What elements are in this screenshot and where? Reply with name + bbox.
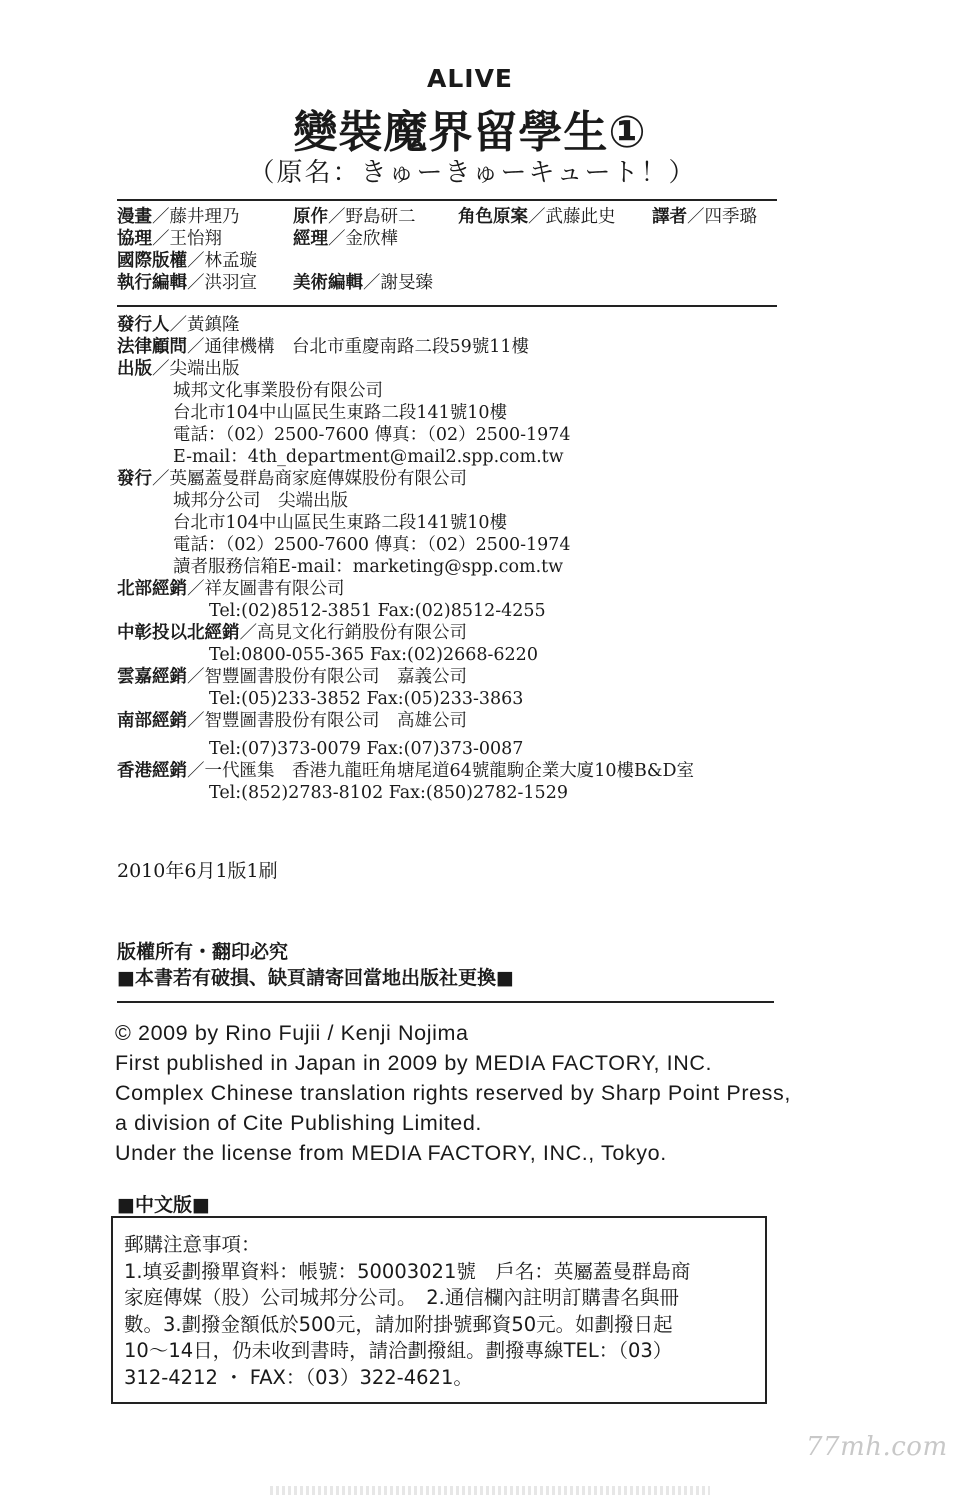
- credit-value: 藤井理乃: [169, 207, 240, 227]
- row-label: 法律顧問: [117, 337, 187, 357]
- row-value: 祥友圖書有限公司: [204, 579, 345, 599]
- edition-date: 2010年6月1版1刷: [117, 860, 278, 882]
- north-dist-row: [117, 578, 694, 600]
- separator: ／: [328, 229, 346, 249]
- chinese-edition-label: ■中文版■: [117, 1194, 210, 1216]
- copyright-line: First published in Japan in 2009 by MEDIA FACTORY, INC.: [115, 1051, 713, 1075]
- row-value: 通律機構 台北市重慶南路二段59號11樓: [204, 337, 530, 357]
- row-label: 出版: [117, 359, 152, 379]
- credit-value: 武藤此史: [545, 207, 616, 227]
- credit-manga: [117, 206, 240, 228]
- rights-reserved: 版權所有・翻印必究: [117, 941, 289, 963]
- row-value: 一代匯集 香港九龍旺角塘尾道64號龍駒企業大廈10樓B&D室: [204, 761, 695, 781]
- credit-intl-rights: [117, 250, 257, 272]
- separator: ／: [187, 711, 205, 731]
- central-dist-row: [117, 622, 694, 644]
- row-value: 英屬蓋曼群島商家庭傳媒股份有限公司: [169, 469, 467, 489]
- separator: ／: [687, 207, 705, 227]
- credit-art-editor: [293, 272, 433, 294]
- yunjia-dist-row: [117, 666, 694, 688]
- south-dist-row: [117, 710, 694, 732]
- divider-top: [117, 199, 777, 201]
- notice-line: 312-4212 ・ FAX：（03）322-4621。: [124, 1365, 473, 1389]
- credit-editor: [117, 272, 257, 294]
- issuer-row: [117, 314, 694, 336]
- watermark: 77mh.com: [806, 1432, 948, 1462]
- row-label: 發行: [117, 469, 152, 489]
- separator: ／: [169, 315, 187, 335]
- damage-notice: ■本書若有破損、缺頁請寄回當地出版社更換■: [117, 967, 514, 989]
- distributor-email: 讀者服務信箱E-mail：marketing@spp.com.tw: [173, 557, 564, 577]
- credit-label: 執行編輯: [117, 273, 187, 293]
- credit-value: 野島研二: [345, 207, 416, 227]
- separator: ／: [187, 251, 205, 271]
- divider-credits: [117, 305, 777, 307]
- row-value: 尖端出版: [169, 359, 240, 379]
- notice-line: 10～14日，仍未收到書時，請洽劃撥組。劃撥專線TEL：（03）: [124, 1339, 673, 1362]
- credit-label: 角色原案: [458, 207, 528, 227]
- publisher-row: [117, 358, 694, 380]
- copyright-line: © 2009 by Rino Fujii / Kenji Nojima: [115, 1021, 469, 1045]
- book-title: 變裝魔界留學生①: [293, 107, 647, 158]
- separator: ／: [239, 623, 257, 643]
- separator: ／: [187, 273, 205, 293]
- legal-row: [117, 336, 694, 358]
- row-label: 香港經銷: [117, 761, 187, 781]
- bottom-print-strip: [270, 1486, 710, 1495]
- credit-label: 譯者: [652, 207, 687, 227]
- separator: ／: [187, 579, 205, 599]
- publisher-company: 城邦文化事業股份有限公司: [173, 381, 383, 401]
- credit-character: [458, 206, 616, 228]
- credit-label: 國際版權: [117, 251, 187, 271]
- distributor-row: [117, 468, 694, 490]
- publisher-phone: 電話：（02）2500-7600 傳真：（02）2500-1974: [173, 425, 571, 445]
- hk-dist-row: [117, 760, 694, 782]
- credit-value: 謝旻臻: [380, 273, 433, 293]
- row-label: 雲嘉經銷: [117, 667, 187, 687]
- credit-translator: [652, 206, 757, 228]
- yunjia-dist-tel: Tel:(05)233-3852 Fax:(05)233-3863: [209, 689, 524, 709]
- central-dist-tel: Tel:0800-055-365 Fax:(02)2668-6220: [209, 645, 538, 665]
- separator: ／: [363, 273, 381, 293]
- credit-label: 協理: [117, 229, 152, 249]
- copyright-line: a division of Cite Publishing Limited.: [115, 1111, 482, 1135]
- credit-original: [293, 206, 416, 228]
- row-value: 智豐圖書股份有限公司 嘉義公司: [204, 667, 467, 687]
- notice-line: 1.填妥劃撥單資料：帳號：50003021號 戶名：英屬蓋曼群島商: [124, 1259, 691, 1283]
- separator: ／: [528, 207, 546, 227]
- separator: ／: [187, 667, 205, 687]
- distributor-address: 台北市104中山區民生東路二段141號10樓: [173, 513, 508, 533]
- publisher-info: [117, 314, 694, 804]
- distributor-phone: 電話：（02）2500-7600 傳真：（02）2500-1974: [173, 535, 571, 555]
- series-name: ALIVE: [426, 64, 513, 93]
- credit-assist: [117, 228, 222, 250]
- separator: ／: [152, 207, 170, 227]
- row-label: 北部經銷: [117, 579, 187, 599]
- credit-value: 四季璐: [704, 207, 757, 227]
- publisher-address: 台北市104中山區民生東路二段141號10樓: [173, 403, 508, 423]
- row-label: 南部經銷: [117, 711, 187, 731]
- separator: ／: [152, 229, 170, 249]
- credit-value: 金欣樺: [345, 229, 398, 249]
- copyright-block: [115, 1018, 791, 1168]
- mail-order-notice: [111, 1216, 767, 1404]
- credit-label: 原作: [293, 207, 328, 227]
- separator: ／: [328, 207, 346, 227]
- row-label: 中彰投以北經銷: [117, 623, 240, 643]
- separator: ／: [152, 469, 170, 489]
- credit-label: 經理: [293, 229, 328, 249]
- notice-line: 數。3.劃撥金額低於500元，請加附掛號郵資50元。如劃撥日起: [124, 1312, 673, 1336]
- row-value: 高見文化行銷股份有限公司: [257, 623, 467, 643]
- credit-manager: [293, 228, 398, 250]
- credit-value: 洪羽宣: [204, 273, 257, 293]
- copyright-line: Complex Chinese translation rights reserved by Sharp Point Press,: [115, 1081, 791, 1105]
- credit-label: 美術編輯: [293, 273, 363, 293]
- divider-copyright: [117, 1001, 774, 1003]
- credit-label: 漫畫: [117, 207, 152, 227]
- publisher-email: E-mail：4th_department@mail2.spp.com.tw: [173, 447, 564, 467]
- credit-value: 林孟璇: [204, 251, 257, 271]
- separator: ／: [152, 359, 170, 379]
- separator: ／: [187, 761, 205, 781]
- original-title: （原名：きゅーきゅーキュート！）: [248, 158, 697, 188]
- separator: ／: [187, 337, 205, 357]
- row-value: 黃鎮隆: [187, 315, 240, 335]
- copyright-line: Under the license from MEDIA FACTORY, INC., Tokyo.: [115, 1141, 667, 1165]
- row-value: 智豐圖書股份有限公司 高雄公司: [204, 711, 467, 731]
- north-dist-tel: Tel:(02)8512-3851 Fax:(02)8512-4255: [209, 601, 546, 621]
- notice-line: 家庭傳媒（股）公司城邦分公司。 2.通信欄內註明訂購書名與冊: [124, 1286, 679, 1309]
- notice-heading: 郵購注意事項：: [124, 1233, 261, 1256]
- south-dist-tel: Tel:(07)373-0079 Fax:(07)373-0087: [209, 739, 524, 759]
- distributor-branch: 城邦分公司 尖端出版: [173, 491, 348, 511]
- hk-dist-tel: Tel:(852)2783-8102 Fax:(850)2782-1529: [209, 783, 568, 803]
- credit-value: 王怡翔: [169, 229, 222, 249]
- row-label: 發行人: [117, 315, 170, 335]
